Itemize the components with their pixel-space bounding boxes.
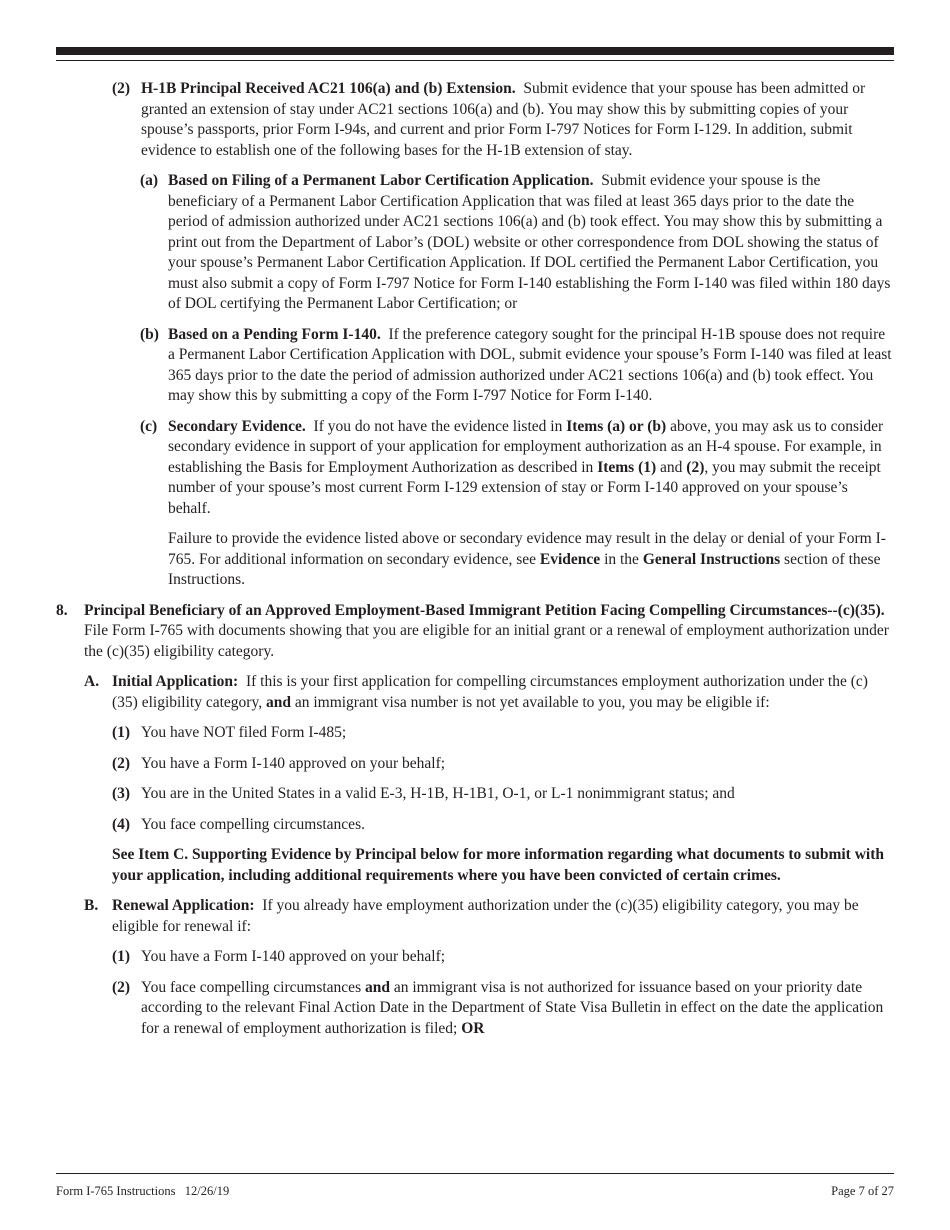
bold-ref: and xyxy=(265,693,291,711)
footer-page-number: Page 7 of 27 xyxy=(831,1184,894,1198)
section-8a-note xyxy=(0,845,950,886)
item-number: (3) xyxy=(112,785,131,802)
item-number: 8. xyxy=(56,601,68,619)
item-title: Initial Application: xyxy=(112,673,239,690)
body-text: Failure to provide the evidence listed above or secondary evidence may result in the delay or denial of your Form I-765. For additional information on secondary evidence, see xyxy=(168,530,886,568)
item-body: You face compelling circumstances. xyxy=(141,815,365,833)
item-number: (c) xyxy=(140,417,158,435)
item-title: H-1B Principal Received AC21 106(a) and (b) Extension. xyxy=(141,80,516,97)
body-text: section of these Instructions. xyxy=(168,550,881,588)
section-8b-item-1 xyxy=(0,947,950,968)
item-number: (a) xyxy=(140,172,159,189)
section-8b-item-2 xyxy=(0,978,950,1040)
item-body: If you already have employment authorization under the (c)(35) eligibility category, you may be eligible for renewal if: xyxy=(112,897,859,935)
body-text: an immigrant visa is not authorized for issuance based on your priority date according to the relevant Final Action Date in the Department of State Visa Bulletin in effect on the date the application for a renewal of employment authorization is filed; xyxy=(141,978,884,1037)
bold-ref: and xyxy=(364,978,390,996)
section-8a-item-1 xyxy=(0,723,950,744)
body-text: If this is your first application for compelling circumstances employment authorization under the (c)(35) eligibility category, xyxy=(112,673,868,711)
body-text: If you do not have the evidence listed in xyxy=(313,417,563,435)
item-title: Renewal Application: xyxy=(112,897,255,914)
bold-ref: Items (1) xyxy=(597,458,657,476)
bold-ref: Evidence xyxy=(539,550,601,568)
section-8-compelling-circumstances xyxy=(0,601,950,663)
item-number: B. xyxy=(84,897,99,914)
bold-ref: (2) xyxy=(686,458,705,476)
section-2a-labor-certification xyxy=(0,171,950,315)
item-number: (1) xyxy=(112,948,131,965)
item-title: Based on a Pending Form I-140. xyxy=(168,325,381,343)
body-text: and xyxy=(660,458,683,476)
item-number: (2) xyxy=(112,754,131,772)
footer-form-info: Form I-765 Instructions 12/26/19 xyxy=(56,1184,230,1198)
section-8a-item-4 xyxy=(0,815,950,836)
item-number: (4) xyxy=(112,815,131,833)
item-title: Principal Beneficiary of an Approved Employment-Based Immigrant Petition Facing Compelling Circumstances--(c)(35). xyxy=(84,601,885,619)
item-body: If the preference category sought for the principal H-1B spouse does not require a Permanent Labor Certification Application with DOL, submit evidence your spouse’s Form I-140 was filed at least 365 days prior to the date the period of admission authorized under AC21 sections 106(a) and (b) took effect. You may show this by submitting a copy of the Form I-797 Notice for Form I-140. xyxy=(168,325,892,404)
item-number: (1) xyxy=(112,724,131,741)
body-text: above, you may ask us to consider secondary evidence in support of your application for employment authorization as an H-4 spouse. For example, in establishing the Basis for Employment Authorization as described in xyxy=(168,417,884,476)
bold-note: See Item C. Supporting Evidence by Principal below for more information regarding what documents to submit with your application, including additional requirements where you have been convicted of certain crimes. xyxy=(112,846,884,884)
item-number: (2) xyxy=(112,978,131,996)
section-8a-item-3 xyxy=(0,784,950,805)
page-content xyxy=(0,79,950,1049)
item-body: Submit evidence your spouse is the beneficiary of a Permanent Labor Certification Application that was filed at least 365 days prior to the date the period of admission authorized under AC21 sections 106(a) and (b) took effect. You may show this by submitting a print out from the Department of Labor’s (DOL) website or other correspondence from DOL showing the status of your spouse’s Permanent Labor Certification Application. If DOL certified the Permanent Labor Certification, you must also submit a copy of Form I-797 Notice for Form I-140 establishing the Form I-140 was filed within 180 days of DOL certifying the Permanent Labor Certification; or xyxy=(168,172,891,312)
item-title: Secondary Evidence. xyxy=(168,417,306,435)
body-text: , you may submit the receipt number of your spouse’s most current Form I-129 extension of stay or Form I-140 approved on your spouse’s behalf. xyxy=(168,458,881,517)
item-body: You are in the United States in a valid E-3, H-1B, H-1B1, O-1, or L-1 nonimmigrant status; and xyxy=(141,785,735,802)
item-body: You have a Form I-140 approved on your behalf; xyxy=(141,754,446,772)
body-text: You face compelling circumstances xyxy=(141,978,362,996)
bold-ref: General Instructions xyxy=(642,550,781,568)
item-title: Based on Filing of a Permanent Labor Certification Application. xyxy=(168,172,594,189)
bold-ref: OR xyxy=(461,1019,485,1037)
item-number: (2) xyxy=(112,80,131,97)
section-8a-item-2 xyxy=(0,754,950,775)
body-text: an immigrant visa number is not yet available to you, you may be eligible if: xyxy=(294,693,770,711)
section-8b-renewal-application xyxy=(0,896,950,937)
item-body: You have a Form I-140 approved on your behalf; xyxy=(141,948,446,965)
item-number: (b) xyxy=(140,325,159,343)
section-2c-failure-note xyxy=(0,529,950,591)
section-2c-secondary-evidence xyxy=(0,417,950,520)
item-body: You have NOT filed Form I-485; xyxy=(141,724,347,741)
bold-ref: Items (a) or (b) xyxy=(566,417,667,435)
item-body: File Form I-765 with documents showing that you are eligible for an initial grant or a renewal of employment authorization under the (c)(35) eligibility category. xyxy=(84,622,889,660)
header-thick-rule xyxy=(56,47,894,55)
header-thin-rule xyxy=(56,60,894,61)
body-text: in the xyxy=(604,550,639,568)
section-2-h1b-extension xyxy=(0,79,950,161)
section-8a-initial-application xyxy=(0,672,950,713)
item-body: Submit evidence that your spouse has been admitted or granted an extension of stay under AC21 sections 106(a) and (b). You may show this by submitting copies of your spouse’s passports, prior Form I-94s, and current and prior Form I-797 Notices for Form I-129. In addition, submit evidence to establish one of the following bases for the H-1B extension of stay. xyxy=(141,80,866,159)
footer-rule xyxy=(56,1173,894,1174)
section-2b-pending-i140 xyxy=(0,325,950,407)
item-number: A. xyxy=(84,673,100,690)
